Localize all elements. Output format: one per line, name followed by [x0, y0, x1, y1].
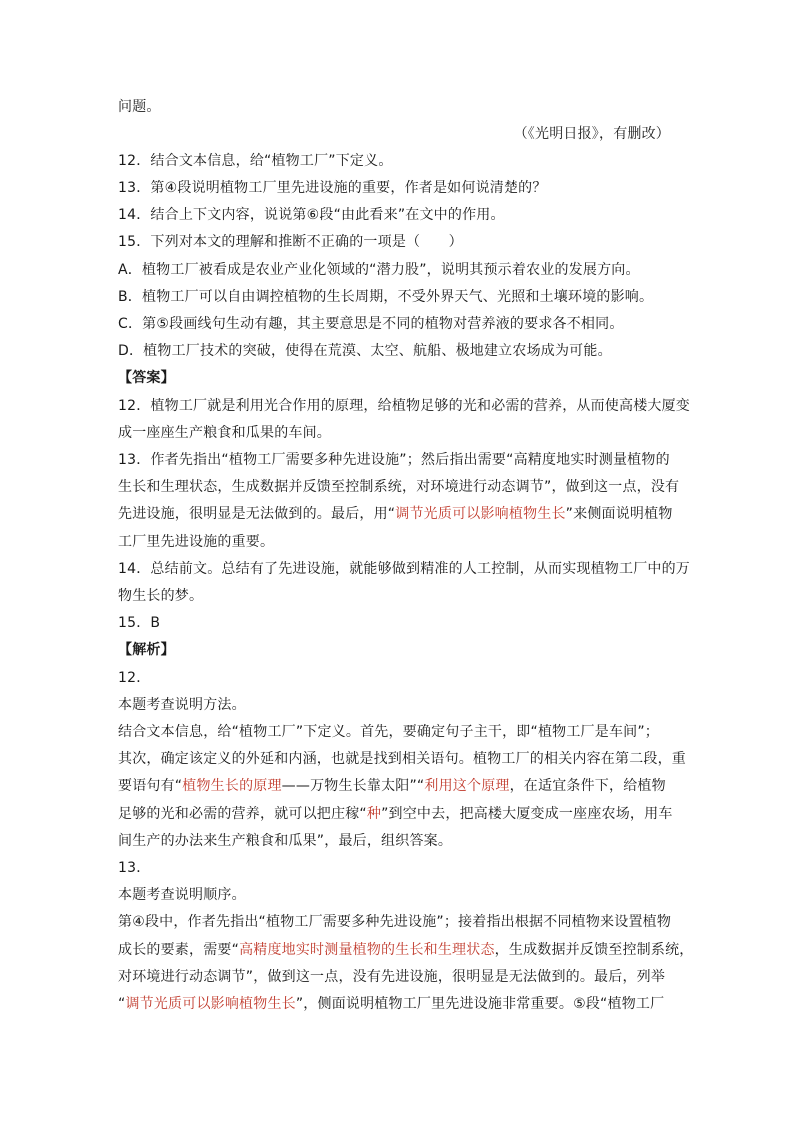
text-segment: “: [118, 996, 126, 1012]
analysis-text: [118, 804, 673, 824]
text-segment: 足够的光和必需的营养，就可以把庄稼“: [118, 806, 367, 822]
highlighted-quote: 利用这个原理: [424, 778, 510, 794]
analysis-text: [118, 940, 693, 960]
analysis-text: 对环境进行动态调节”，做到这一点，没有先进设施，很明显是无法做到的。最后，列举: [118, 969, 666, 985]
highlighted-quote: 植物生长的原理: [182, 778, 282, 794]
analysis-text: 第④段中，作者先指出“植物工厂需要多种先进设施”；接着指出根据不同植物来设置植物: [118, 914, 672, 930]
text-line: 问题。: [118, 99, 161, 115]
answer-text: 成一座座生产粮食和瓜果的车间。: [118, 425, 331, 441]
option-c: C．第⑤段画线句生动有趣，其主要意思是不同的植物对营养液的要求各不相同。: [118, 316, 624, 332]
answer-text: 工厂里先进设施的重要。: [118, 534, 275, 550]
option-a: A．植物工厂被看成是农业产业化领域的“潜力股”，说明其预示着农业的发展方向。: [118, 262, 640, 278]
option-d: D．植物工厂技术的突破，使得在荒漠、太空、航船、极地建立农场成为可能。: [118, 343, 612, 359]
answer-heading: 【答案】: [118, 370, 175, 386]
highlighted-quote: 调节光质可以影响植物生长: [395, 506, 566, 522]
analysis-text: [118, 776, 666, 796]
text-segment: ，在适宜条件下，给植物: [509, 778, 666, 794]
question-14: 14．结合上下文内容，说说第⑥段“由此看来”在文中的作用。: [118, 207, 505, 223]
analysis-heading: 【解析】: [118, 642, 175, 658]
text-segment: ——万物生长靠太阳”“: [281, 778, 425, 794]
answer-text: 15．B: [118, 615, 161, 631]
text-segment: 先进设施，很明显是无法做到的。最后，用“: [118, 506, 396, 522]
analysis-text: 间生产的办法来生产粮食和瓜果”，最后，组织答案。: [118, 833, 453, 849]
question-13: 13．第④段说明植物工厂里先进设施的重要，作者是如何说清楚的？: [118, 180, 547, 196]
text-segment: ，生成数据并反馈至控制系统，: [494, 942, 694, 958]
answer-text: [118, 504, 673, 524]
analysis-text: [118, 994, 664, 1014]
answer-text: 生长和生理状态，生成数据并反馈至控制系统，对环境进行动态调节”，做到这一点，没有: [118, 479, 680, 495]
text-segment: 成长的要素，需要“: [118, 942, 240, 958]
highlighted-quote: 高精度地实时测量植物的生长和生理状态: [239, 942, 495, 958]
answer-text: 13．作者先指出“植物工厂需要多种先进设施”；然后指出需要“高精度地实时测量植物的: [118, 452, 670, 468]
question-12: 12．结合文本信息，给“植物工厂”下定义。: [118, 153, 393, 169]
analysis-text: 12．: [118, 670, 151, 686]
text-segment: ”，侧面说明植物工厂里先进设施非常重要。⑤段“植物工厂: [295, 996, 665, 1012]
analysis-text: 本题考查说明方法。: [118, 697, 246, 713]
analysis-text: 本题考查说明顺序。: [118, 887, 246, 903]
answer-text: 物生长的梦。: [118, 588, 204, 604]
highlighted-quote: 种: [366, 806, 382, 822]
analysis-text: 13．: [118, 860, 151, 876]
highlighted-quote: 调节光质可以影响植物生长: [125, 996, 296, 1012]
text-segment: 要语句有“: [118, 778, 183, 794]
analysis-text: 结合文本信息，给“植物工厂”下定义。首先，要确定句子主干，即“植物工厂是车间”；: [118, 724, 660, 740]
analysis-text: 其次，确定该定义的外延和内涵，也就是找到相关语句。植物工厂的相关内容在第二段，重: [118, 751, 686, 767]
text-segment: ”来侧面说明植物: [565, 506, 673, 522]
answer-text: 12．植物工厂就是利用光合作用的原理，给植物足够的光和必需的营养，从而使高楼大厦变: [118, 398, 691, 414]
answer-text: 14．总结前文。总结有了先进设施，就能够做到精准的人工控制，从而实现植物工厂中的万: [118, 561, 691, 577]
question-15: 15．下列对本文的理解和推断不正确的一项是（ ）: [118, 234, 463, 250]
option-b: B．植物工厂可以自由调控植物的生长周期，不受外界天气、光照和土壤环境的影响。: [118, 289, 654, 305]
source-citation: （《光明日报》，有删改）: [513, 126, 670, 142]
text-segment: ”到空中去，把高楼大厦变成一座座农场，用车: [381, 806, 673, 822]
